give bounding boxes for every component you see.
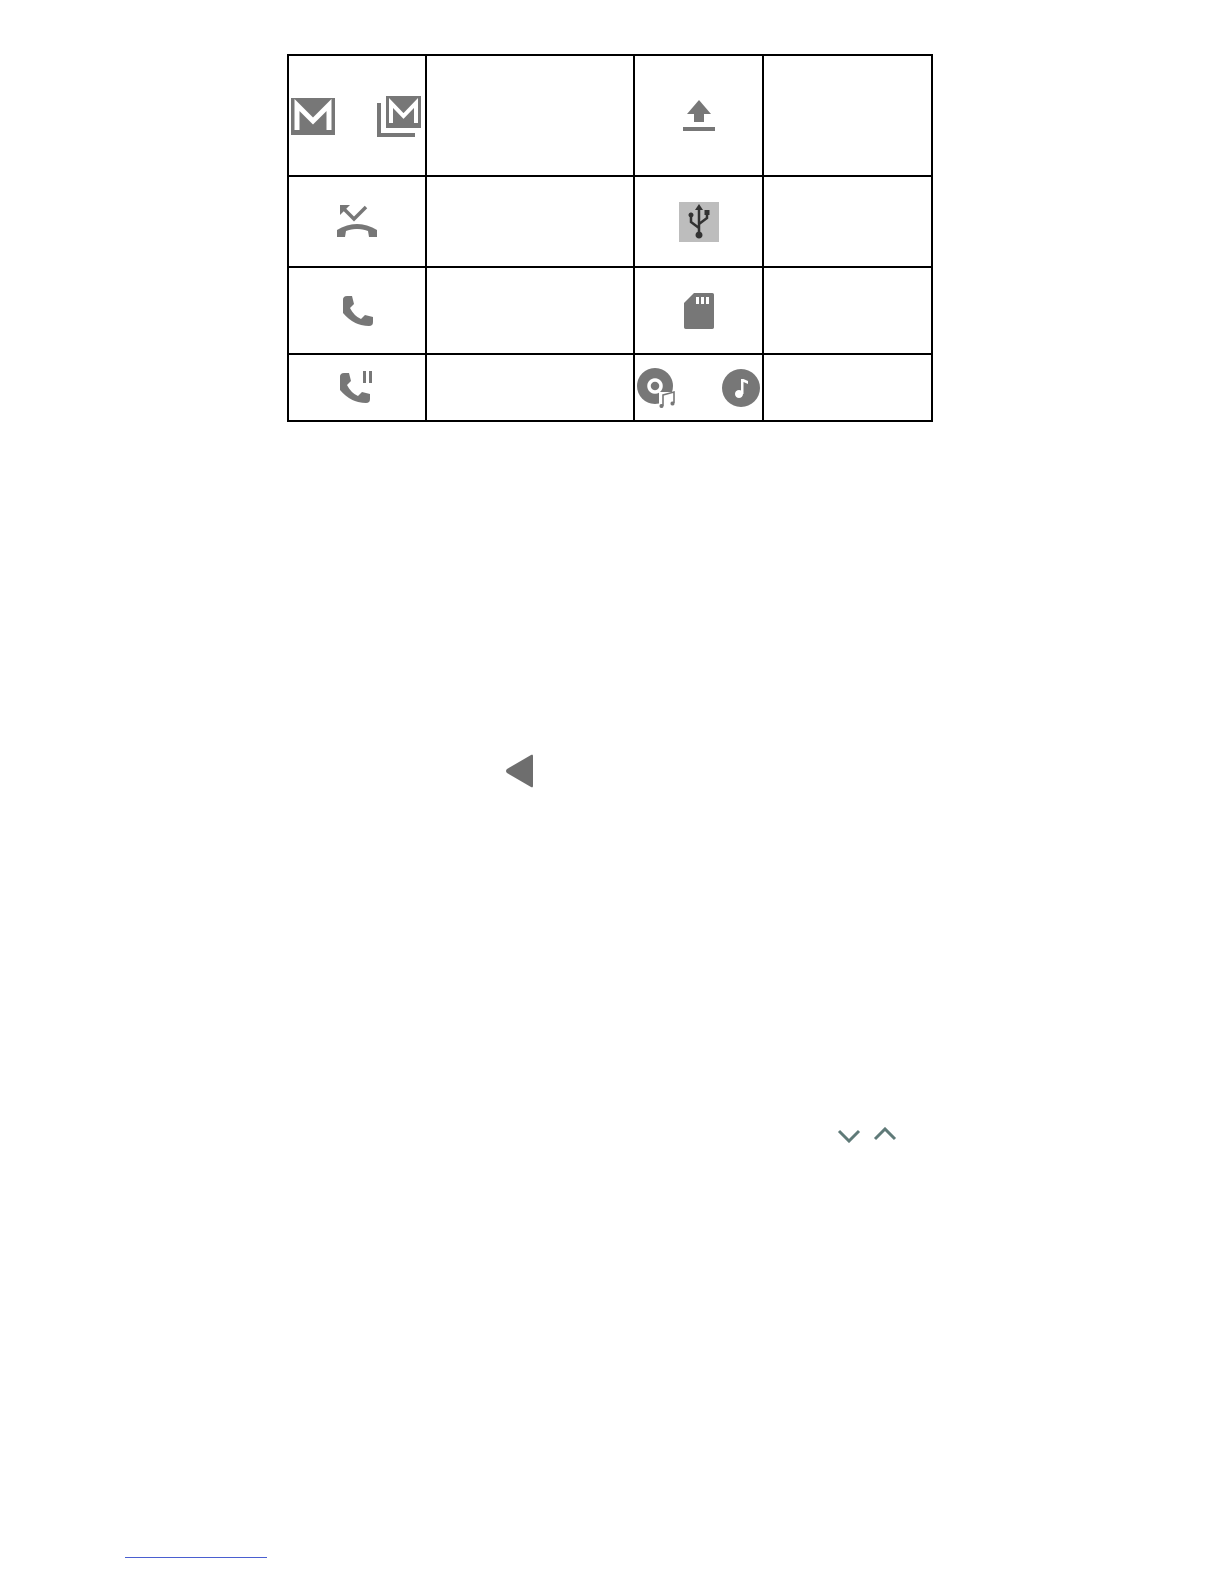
- table-cell-icon: [288, 176, 426, 267]
- gmail-icon: [291, 96, 337, 136]
- call-hold-icon: [338, 370, 376, 406]
- table-cell-icon: [288, 354, 426, 421]
- table-cell-description: [426, 267, 634, 354]
- footnote-separator: [125, 1557, 267, 1558]
- table-cell-description: [426, 176, 634, 267]
- table-cell-icon: [288, 55, 426, 176]
- table-cell-description: [763, 354, 932, 421]
- table-cell-description: [426, 354, 634, 421]
- sd-card-icon: [683, 292, 715, 330]
- table-row: [288, 55, 932, 176]
- table-cell-description: [763, 55, 932, 176]
- upload-icon: [682, 98, 716, 134]
- music-player-icon: [636, 367, 678, 409]
- table-cell-description: [763, 267, 932, 354]
- table-row: [288, 267, 932, 354]
- table-cell-icon: [634, 55, 763, 176]
- status-icon-table: [287, 54, 933, 422]
- usb-icon: [679, 202, 719, 242]
- table-cell-icon: [634, 267, 763, 354]
- table-cell-icon: [634, 176, 763, 267]
- table-cell-description: [426, 55, 634, 176]
- table-cell-icon: [288, 267, 426, 354]
- gmail-multiple-icon: [377, 95, 423, 137]
- missed-call-icon: [334, 203, 380, 241]
- back-icon: [504, 754, 536, 788]
- table-cell-icon: [634, 354, 763, 421]
- table-row: [288, 354, 932, 421]
- chevron-up-icon: [872, 1126, 898, 1142]
- table-cell-description: [763, 176, 932, 267]
- chevron-down-icon: [836, 1128, 862, 1144]
- music-note-icon: [721, 368, 761, 408]
- table-row: [288, 176, 932, 267]
- call-icon: [339, 293, 375, 329]
